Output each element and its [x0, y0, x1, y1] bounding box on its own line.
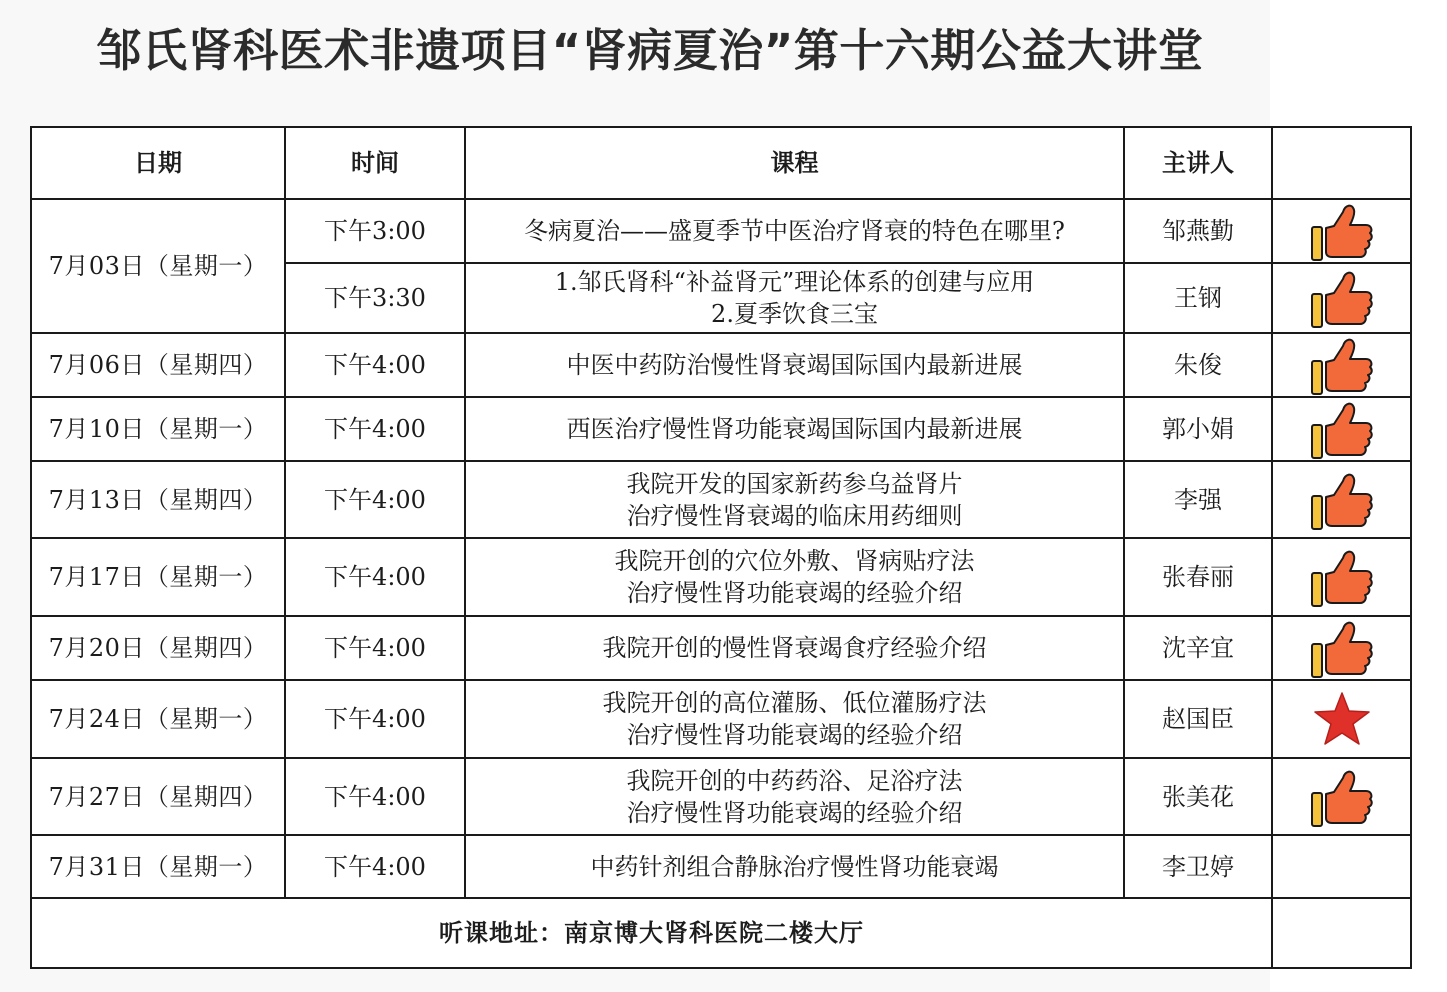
course-line: 中药针剂组合静脉治疗慢性肾功能衰竭 [590, 852, 999, 881]
course-cell [465, 758, 1124, 835]
table-row [31, 199, 1411, 263]
time-cell: 下午4:00 [285, 758, 465, 835]
speaker-cell: 张春丽 [1124, 538, 1272, 616]
rating-cell [1272, 397, 1411, 461]
header-speaker: 主讲人 [1124, 127, 1272, 199]
thumbs-up-icon [1310, 617, 1374, 679]
table-row [31, 616, 1411, 680]
page-title: 邹氏肾科医术非遗项目“肾病夏治”第十六期公益大讲堂 [96, 24, 1204, 77]
header-course: 课程 [465, 127, 1124, 199]
rating-cell [1272, 898, 1411, 968]
time-cell: 下午4:00 [285, 333, 465, 397]
course-cell [465, 461, 1124, 538]
rating-cell [1272, 835, 1411, 898]
course-line: 2.夏季饮食三宝 [711, 300, 878, 328]
star-icon [1313, 691, 1371, 747]
thumbs-up-icon [1310, 469, 1374, 531]
header-row [31, 127, 1411, 199]
header-icon-cell [1272, 127, 1411, 199]
speaker-cell: 李卫婷 [1124, 835, 1272, 898]
course-line: 西医治疗慢性肾功能衰竭国际国内最新进展 [566, 415, 1023, 443]
course-line: 我院开创的高位灌肠、低位灌肠疗法 [602, 689, 987, 717]
course-cell [465, 835, 1124, 898]
venue-address: 听课地址：南京博大肾科医院二楼大厅 [31, 898, 1272, 968]
table-row [31, 758, 1411, 835]
header-time: 时间 [285, 127, 465, 199]
table-row [31, 461, 1411, 538]
speaker-cell: 王钢 [1124, 263, 1272, 333]
table-row [31, 397, 1411, 461]
course-line: 我院开创的中药药浴、足浴疗法 [626, 766, 963, 795]
speaker-cell: 邹燕勤 [1124, 199, 1272, 263]
course-line: 中医中药防治慢性肾衰竭国际国内最新进展 [566, 351, 1023, 379]
course-cell [465, 538, 1124, 616]
thumbs-up-icon [1310, 546, 1374, 608]
table-row [31, 333, 1411, 397]
date-cell: 7月31日（星期一） [31, 835, 285, 898]
rating-cell [1272, 538, 1411, 616]
thumbs-up-icon [1310, 766, 1374, 828]
course-line: 治疗慢性肾功能衰竭的经验介绍 [626, 721, 963, 749]
course-cell [465, 616, 1124, 680]
time-cell: 下午3:00 [285, 199, 465, 263]
course-line: 我院开创的穴位外敷、肾病贴疗法 [614, 547, 975, 575]
course-cell [465, 680, 1124, 758]
date-cell: 7月20日（星期四） [31, 616, 285, 680]
rating-cell [1272, 680, 1411, 758]
course-line: 治疗慢性肾功能衰竭的经验介绍 [626, 579, 963, 607]
thumbs-up-icon [1310, 200, 1374, 262]
table-row [31, 835, 1411, 898]
course-line: 1.邹氏肾科“补益肾元”理论体系的创建与应用 [554, 268, 1035, 296]
time-cell: 下午4:00 [285, 461, 465, 538]
date-cell: 7月13日（星期四） [31, 461, 285, 538]
thumbs-up-icon [1310, 267, 1374, 329]
header-date: 日期 [31, 127, 285, 199]
rating-cell [1272, 616, 1411, 680]
course-cell [465, 263, 1124, 333]
time-cell: 下午4:00 [285, 538, 465, 616]
speaker-cell: 沈辛宜 [1124, 616, 1272, 680]
rating-cell [1272, 333, 1411, 397]
thumbs-up-icon [1310, 334, 1374, 396]
date-cell: 7月24日（星期一） [31, 680, 285, 758]
speaker-cell: 郭小娟 [1124, 397, 1272, 461]
time-cell: 下午3:30 [285, 263, 465, 333]
table-row [31, 680, 1411, 758]
rating-cell [1272, 758, 1411, 835]
speaker-cell: 李强 [1124, 461, 1272, 538]
course-line: 我院开创的慢性肾衰竭食疗经验介绍 [602, 634, 987, 662]
course-cell [465, 199, 1124, 263]
time-cell: 下午4:00 [285, 616, 465, 680]
course-line: 我院开发的国家新药参乌益肾片 [626, 469, 963, 498]
course-line: 冬病夏治——盛夏季节中医治疗肾衰的特色在哪里? [524, 217, 1065, 245]
thumbs-up-icon [1310, 398, 1374, 460]
date-cell: 7月17日（星期一） [31, 538, 285, 616]
time-cell: 下午4:00 [285, 680, 465, 758]
rating-cell [1272, 461, 1411, 538]
footer-row [31, 898, 1411, 968]
time-cell: 下午4:00 [285, 835, 465, 898]
table-row [31, 538, 1411, 616]
schedule-table [30, 126, 1412, 969]
course-cell [465, 333, 1124, 397]
course-cell [465, 397, 1124, 461]
speaker-cell: 张美花 [1124, 758, 1272, 835]
date-cell: 7月03日（星期一） [31, 199, 285, 333]
date-cell: 7月10日（星期一） [31, 397, 285, 461]
date-cell: 7月27日（星期四） [31, 758, 285, 835]
speaker-cell: 赵国臣 [1124, 680, 1272, 758]
rating-cell [1272, 199, 1411, 263]
course-line: 治疗慢性肾功能衰竭的经验介绍 [626, 798, 963, 827]
time-cell: 下午4:00 [285, 397, 465, 461]
course-line: 治疗慢性肾衰竭的临床用药细则 [626, 501, 963, 530]
rating-cell [1272, 263, 1411, 333]
date-cell: 7月06日（星期四） [31, 333, 285, 397]
speaker-cell: 朱俊 [1124, 333, 1272, 397]
